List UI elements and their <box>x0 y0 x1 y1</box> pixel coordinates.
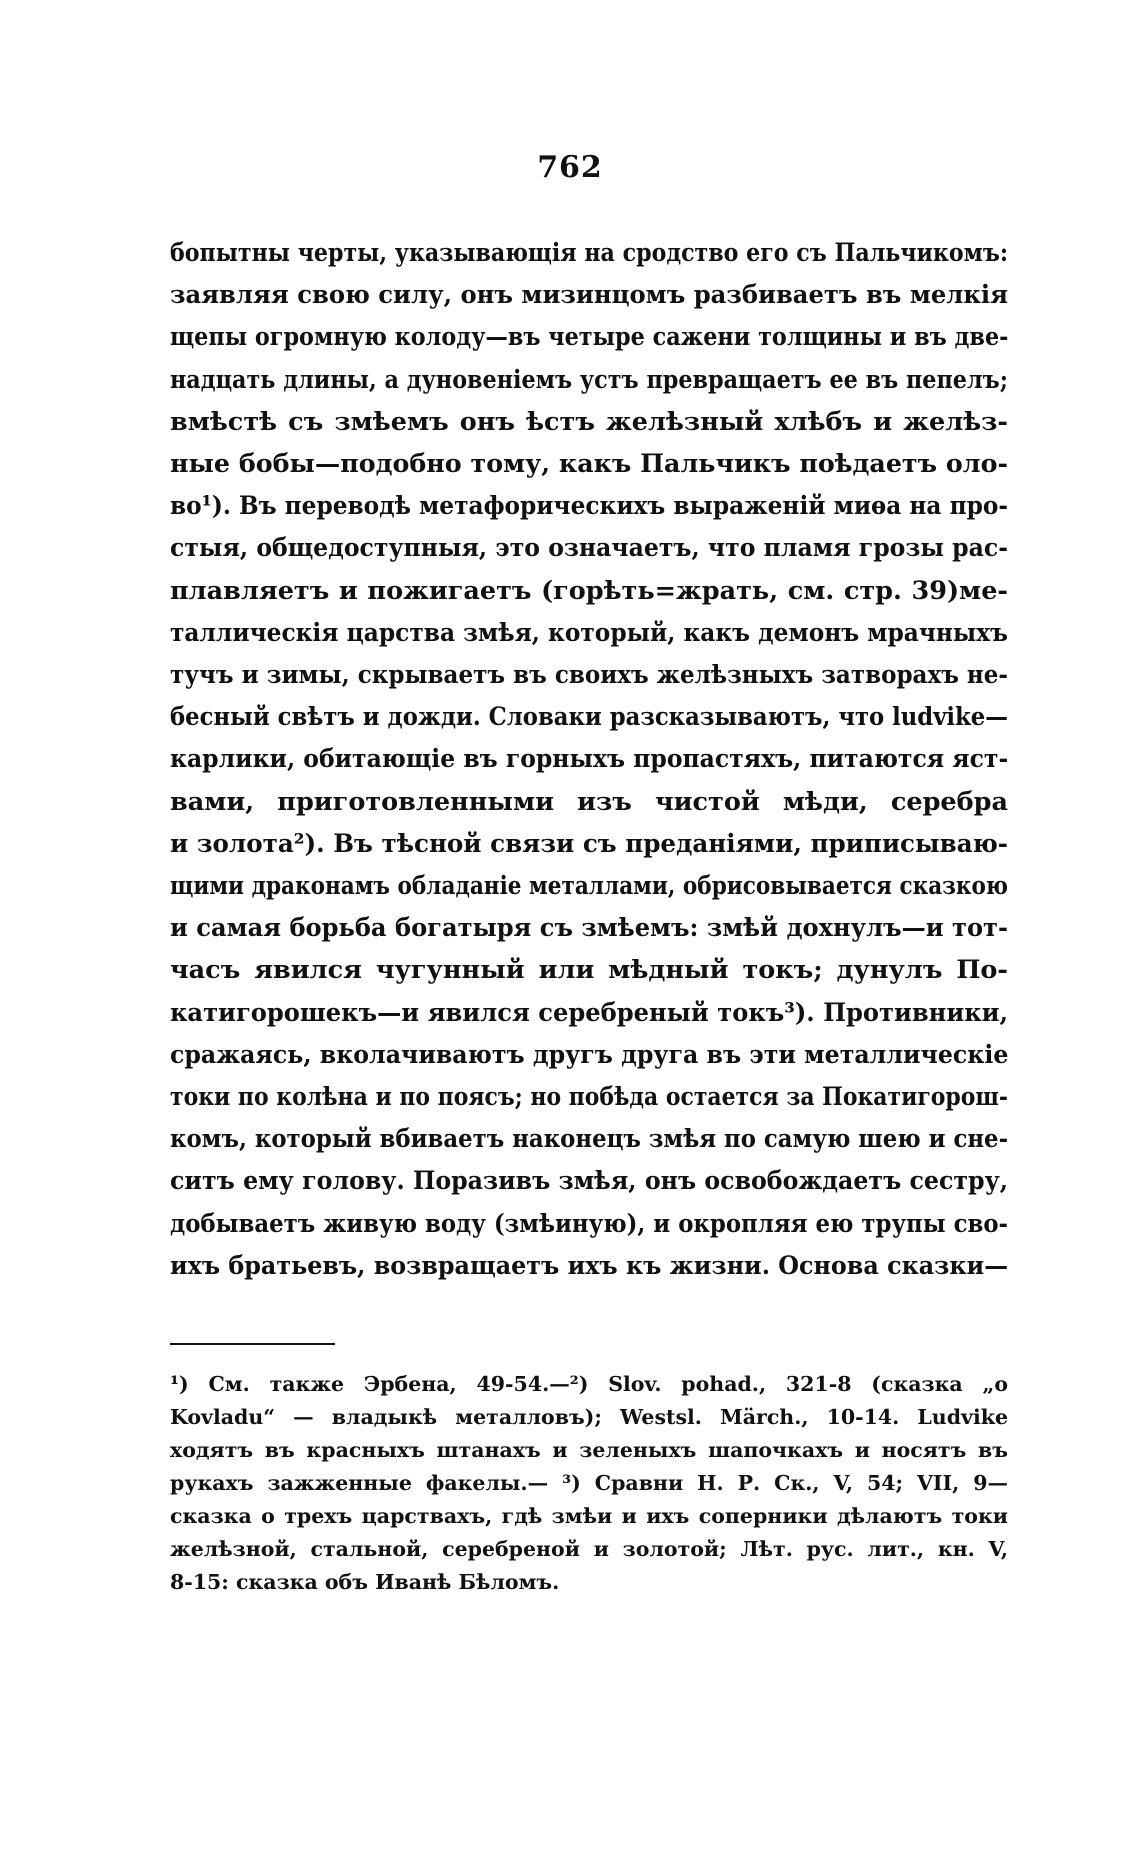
body-line: бопытны черты, указывающія на сродство его съ Пальчикомъ: <box>170 238 1008 268</box>
body-line: щепы огромную колоду—въ четыре сажени толщины и въ две- <box>170 322 1009 353</box>
body-line: вами, приготовленными изъ чистой мѣди, серебра <box>170 786 1008 817</box>
body-text <box>170 232 1008 1287</box>
body-line: тучъ и зимы, скрываетъ въ своихъ желѣзныхъ затворахъ не- <box>170 660 1008 691</box>
body-line: стыя, общедоступныя, это означаетъ, что пламя грозы рас- <box>170 533 1008 564</box>
body-line: во¹). Въ переводѣ метафорическихъ выраженій миѳа на про- <box>170 491 1009 522</box>
body-line: и самая борьба богатыря съ змѣемъ: змѣй дохнулъ—и тот- <box>170 913 1008 944</box>
footnote-line: 8-15: сказка объ Иванѣ Бѣломъ. <box>170 1570 560 1594</box>
page-number: 762 <box>537 150 603 185</box>
body-line: таллическія царства змѣя, который, какъ демонъ мрачныхъ <box>170 617 1008 648</box>
footnotes <box>170 1368 1008 1599</box>
body-line: бесный свѣтъ и дожди. Словаки разсказываютъ, что ludvike— <box>170 702 1008 733</box>
body-line: и золота²). Въ тѣсной связи съ преданіями, приписываю- <box>170 828 1008 859</box>
body-line: плавляетъ и пожигаетъ (горѣть=жрать, см. стр. 39)ме- <box>170 575 1008 606</box>
body-line: щими драконамъ обладаніе металлами, обрисовывается сказкою <box>170 871 1008 902</box>
body-line: ные бобы—подобно тому, какъ Пальчикъ поѣдаетъ оло- <box>170 449 1008 480</box>
body-line: часъ явился чугунный или мѣдный токъ; дунулъ По- <box>170 955 1008 986</box>
footnote-line: ходятъ въ красныхъ штанахъ и зеленыхъ шапочкахъ и носятъ въ <box>170 1438 1008 1462</box>
body-line: катигорошекъ—и явился серебреный токъ³). Противники, <box>170 997 1008 1028</box>
footnote-line: желѣзной, стальной, серебреной и золотой; Лѣт. рус. лит., кн. V, <box>170 1537 1008 1561</box>
body-line: токи по колѣна и по поясъ; но побѣда остается за Покатигорош- <box>170 1082 1008 1113</box>
footnote-line: ¹) См. также Эрбена, 49-54.—²) Slov. pohad., 321-8 (сказка „о <box>170 1372 1008 1396</box>
body-line: заявляя свою силу, онъ мизинцомъ разбиваетъ въ мелкія <box>170 280 1008 311</box>
footnote-line: рукахъ зажженные факелы.— ³) Сравни Н. Р. Ск., V, 54; VII, 9— <box>170 1471 1008 1495</box>
footnote-divider <box>170 1343 335 1345</box>
body-line: сражаясь, вколачиваютъ другъ друга въ эти металлическіе <box>170 1039 1009 1070</box>
body-line: добываетъ живую воду (змѣиную), и окропляя ею трупы сво- <box>170 1208 1008 1239</box>
body-line: карлики, обитающіе въ горныхъ пропастяхъ, питаются яст- <box>170 744 1009 775</box>
footnote-line: Kovladu“ — владыкѣ металловъ); Westsl. Märch., 10-14. Ludvike <box>170 1405 1008 1429</box>
body-line: комъ, который вбиваетъ наконецъ змѣя по самую шею и сне- <box>170 1124 1009 1155</box>
body-line: ихъ братьевъ, возвращаетъ ихъ къ жизни. Основа сказки— <box>170 1250 1008 1281</box>
footnote-line: сказка о трехъ царствахъ, гдѣ змѣи и ихъ соперники дѣлаютъ токи <box>170 1504 1008 1528</box>
body-line: надцать длины, а дуновеніемъ устъ превращаетъ ее въ пепелъ; <box>170 364 1008 395</box>
body-line: ситъ ему голову. Поразивъ змѣя, онъ освобождаетъ сестру, <box>170 1166 1008 1197</box>
body-line: вмѣстѣ съ змѣемъ онъ ѣстъ желѣзный хлѣбъ и желѣз- <box>170 406 1008 437</box>
